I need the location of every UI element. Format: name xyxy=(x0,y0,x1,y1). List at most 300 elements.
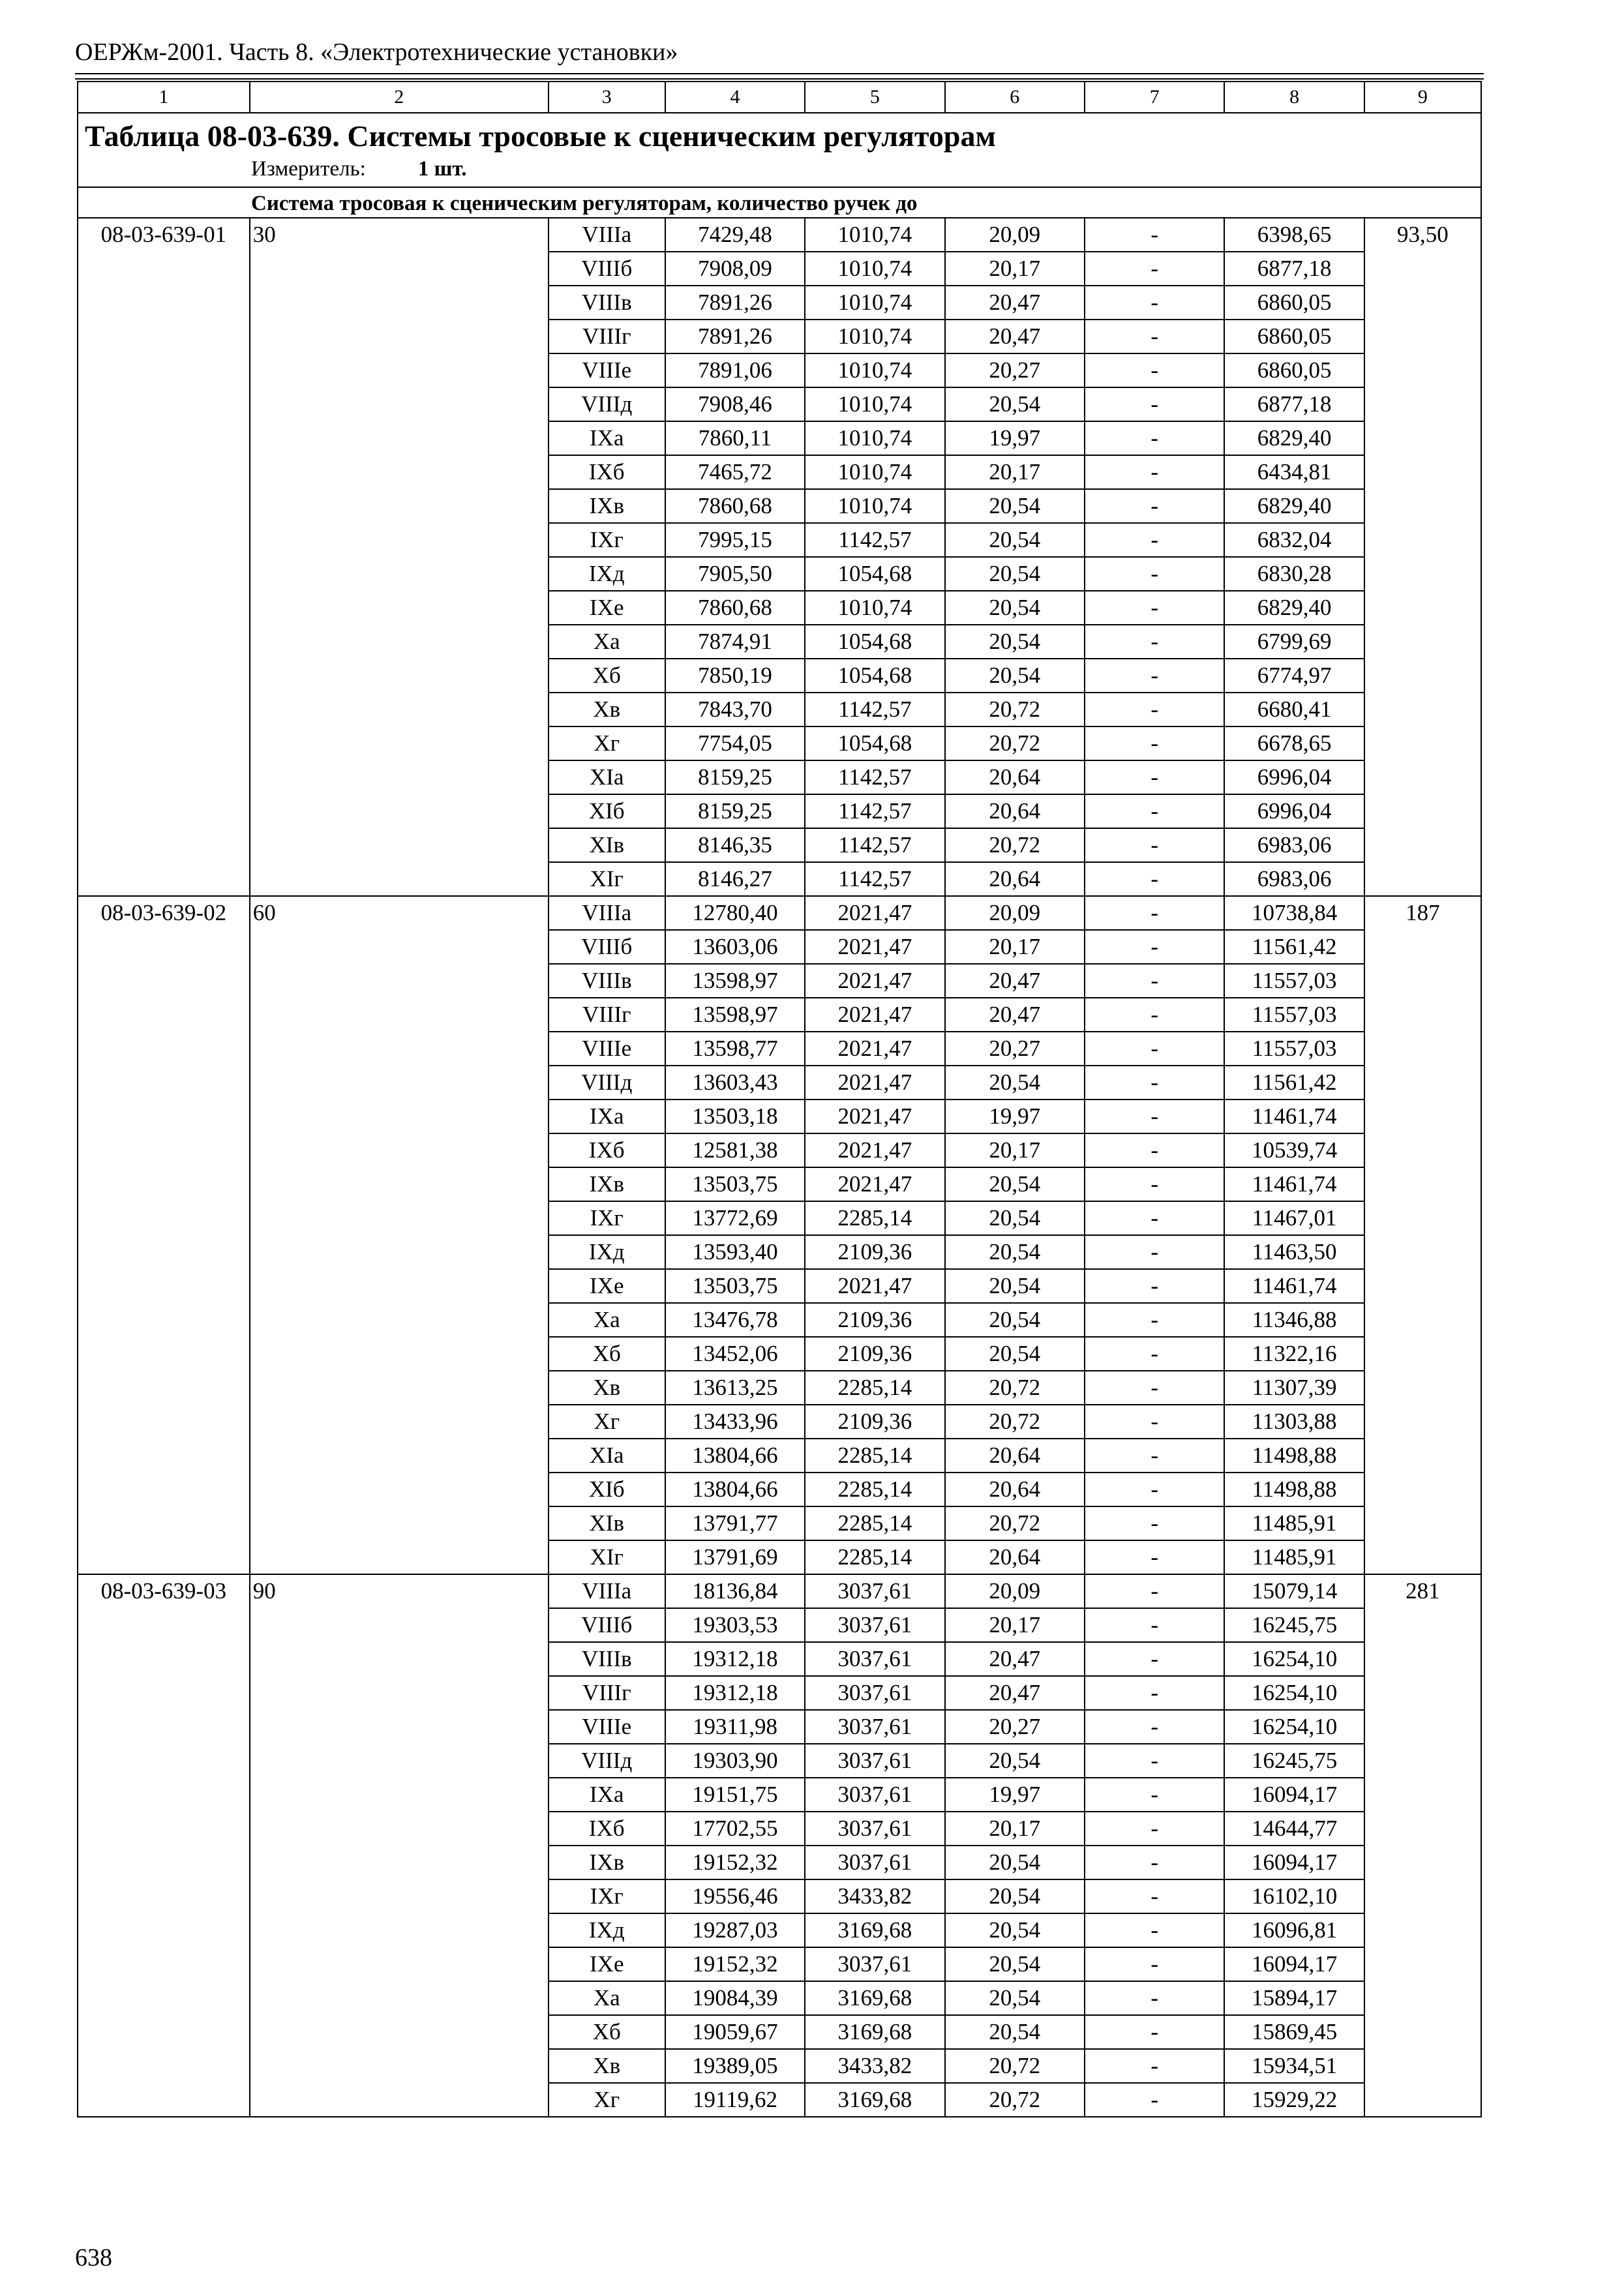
materials-cost-cell: 6829,40 xyxy=(1224,421,1364,455)
driver-cost-cell: - xyxy=(1085,2015,1224,2049)
driver-cost-cell: - xyxy=(1085,489,1224,523)
materials-cost-cell: 6877,18 xyxy=(1224,252,1364,286)
labor-cost-cell: 1142,57 xyxy=(805,760,944,794)
machine-cost-cell: 19,97 xyxy=(945,1778,1085,1812)
machine-cost-cell: 20,27 xyxy=(945,1710,1085,1744)
machine-cost-cell: 20,17 xyxy=(945,1133,1085,1167)
materials-cost-cell: 11557,03 xyxy=(1224,1032,1364,1066)
total-cost-cell: 7891,26 xyxy=(665,286,805,320)
territory-zone-cell: Xб xyxy=(549,1337,665,1371)
territory-zone-cell: IXв xyxy=(549,489,665,523)
table-row xyxy=(78,896,1481,930)
materials-cost-cell: 16254,10 xyxy=(1224,1642,1364,1676)
territory-zone-cell: IXе xyxy=(549,591,665,625)
labor-cost-cell: 3433,82 xyxy=(805,2049,944,2083)
materials-cost-cell: 10539,74 xyxy=(1224,1133,1364,1167)
total-cost-cell: 19312,18 xyxy=(665,1642,805,1676)
machine-cost-cell: 19,97 xyxy=(945,421,1085,455)
machine-cost-cell: 20,47 xyxy=(945,1676,1085,1710)
territory-zone-cell: IXг xyxy=(549,523,665,557)
total-cost-cell: 19059,67 xyxy=(665,2015,805,2049)
measure-label: Измеритель: xyxy=(251,157,366,181)
labor-hours: 187 xyxy=(1364,896,1481,1574)
materials-cost-cell: 11485,91 xyxy=(1224,1506,1364,1540)
materials-cost-cell: 6434,81 xyxy=(1224,455,1364,489)
materials-cost-cell: 14644,77 xyxy=(1224,1812,1364,1846)
territory-zone-cell: IXа xyxy=(549,1100,665,1133)
total-cost-cell: 19312,18 xyxy=(665,1676,805,1710)
territory-zone-cell: Xв xyxy=(549,2049,665,2083)
machine-cost-cell: 20,64 xyxy=(945,794,1085,828)
driver-cost-cell: - xyxy=(1085,1642,1224,1676)
total-cost-cell: 18136,84 xyxy=(665,1574,805,1608)
driver-cost-cell: - xyxy=(1085,625,1224,659)
machine-cost-cell: 20,72 xyxy=(945,1371,1085,1405)
driver-cost-cell: - xyxy=(1085,1540,1224,1574)
materials-cost-cell: 6398,65 xyxy=(1224,218,1364,252)
driver-cost-cell: - xyxy=(1085,1947,1224,1981)
labor-cost-cell: 2021,47 xyxy=(805,1100,944,1133)
total-cost-cell: 13772,69 xyxy=(665,1201,805,1235)
driver-cost-cell: - xyxy=(1085,998,1224,1032)
labor-cost-cell: 1010,74 xyxy=(805,286,944,320)
labor-cost-cell: 3037,61 xyxy=(805,1608,944,1642)
driver-cost-cell: - xyxy=(1085,693,1224,726)
header-rule xyxy=(75,73,1484,74)
labor-cost-cell: 1010,74 xyxy=(805,252,944,286)
materials-cost-cell: 11307,39 xyxy=(1224,1371,1364,1405)
machine-cost-cell: 20,54 xyxy=(945,1167,1085,1201)
machine-cost-cell: 20,54 xyxy=(945,1235,1085,1269)
labor-cost-cell: 2285,14 xyxy=(805,1371,944,1405)
territory-zone-cell: IXе xyxy=(549,1269,665,1303)
driver-cost-cell: - xyxy=(1085,1981,1224,2015)
table-row xyxy=(78,1574,1481,1608)
territory-zone-cell: Xг xyxy=(549,2083,665,2117)
total-cost-cell: 7754,05 xyxy=(665,726,805,760)
total-cost-cell: 19303,90 xyxy=(665,1744,805,1778)
territory-zone-cell: VIIIг xyxy=(549,320,665,353)
materials-cost-cell: 11322,16 xyxy=(1224,1337,1364,1371)
territory-zone-cell: XIа xyxy=(549,760,665,794)
driver-cost-cell: - xyxy=(1085,964,1224,998)
territory-zone-cell: IXд xyxy=(549,1235,665,1269)
labor-cost-cell: 2109,36 xyxy=(805,1405,944,1439)
total-cost-cell: 8159,25 xyxy=(665,794,805,828)
total-cost-cell: 7429,48 xyxy=(665,218,805,252)
materials-cost-cell: 11461,74 xyxy=(1224,1269,1364,1303)
labor-cost-cell: 3037,61 xyxy=(805,1744,944,1778)
materials-cost-cell: 11485,91 xyxy=(1224,1540,1364,1574)
labor-cost-cell: 2021,47 xyxy=(805,896,944,930)
territory-zone-cell: IXд xyxy=(549,557,665,591)
measure-row xyxy=(78,155,1481,187)
machine-cost-cell: 20,54 xyxy=(945,1879,1085,1913)
total-cost-cell: 13804,66 xyxy=(665,1439,805,1473)
territory-zone-cell: Xа xyxy=(549,625,665,659)
materials-cost-cell: 6877,18 xyxy=(1224,387,1364,421)
column-number-row xyxy=(78,82,1481,113)
total-cost-cell: 19556,46 xyxy=(665,1879,805,1913)
materials-cost-cell: 16094,17 xyxy=(1224,1778,1364,1812)
machine-cost-cell: 20,54 xyxy=(945,1846,1085,1879)
materials-cost-cell: 16102,10 xyxy=(1224,1879,1364,1913)
total-cost-cell: 7465,72 xyxy=(665,455,805,489)
labor-cost-cell: 3037,61 xyxy=(805,1778,944,1812)
driver-cost-cell: - xyxy=(1085,760,1224,794)
machine-cost-cell: 20,47 xyxy=(945,998,1085,1032)
machine-cost-cell: 20,54 xyxy=(945,1744,1085,1778)
materials-cost-cell: 6829,40 xyxy=(1224,591,1364,625)
machine-cost-cell: 20,54 xyxy=(945,1947,1085,1981)
table-subtitle: Система тросовая к сценическим регуляторам, количество ручек до xyxy=(78,187,1481,218)
materials-cost-cell: 6860,05 xyxy=(1224,353,1364,387)
territory-zone-cell: VIIIг xyxy=(549,998,665,1032)
column-number: 7 xyxy=(1085,82,1224,113)
labor-cost-cell: 1010,74 xyxy=(805,455,944,489)
machine-cost-cell: 20,54 xyxy=(945,1981,1085,2015)
labor-cost-cell: 3037,61 xyxy=(805,1947,944,1981)
rate-code: 08-03-639-02 xyxy=(78,896,250,1574)
driver-cost-cell: - xyxy=(1085,1778,1224,1812)
total-cost-cell: 13503,75 xyxy=(665,1269,805,1303)
table-title: Таблица 08-03-639. Системы тросовые к сценическим регуляторам xyxy=(78,113,1481,155)
column-number: 1 xyxy=(78,82,250,113)
labor-cost-cell: 1054,68 xyxy=(805,659,944,693)
driver-cost-cell: - xyxy=(1085,1812,1224,1846)
total-cost-cell: 13598,97 xyxy=(665,964,805,998)
labor-cost-cell: 3037,61 xyxy=(805,1710,944,1744)
materials-cost-cell: 11346,88 xyxy=(1224,1303,1364,1337)
labor-cost-cell: 1010,74 xyxy=(805,218,944,252)
driver-cost-cell: - xyxy=(1085,455,1224,489)
driver-cost-cell: - xyxy=(1085,1846,1224,1879)
labor-cost-cell: 2285,14 xyxy=(805,1439,944,1473)
driver-cost-cell: - xyxy=(1085,353,1224,387)
total-cost-cell: 7874,91 xyxy=(665,625,805,659)
machine-cost-cell: 20,09 xyxy=(945,896,1085,930)
materials-cost-cell: 11461,74 xyxy=(1224,1100,1364,1133)
labor-cost-cell: 2021,47 xyxy=(805,1032,944,1066)
labor-cost-cell: 2109,36 xyxy=(805,1235,944,1269)
machine-cost-cell: 20,64 xyxy=(945,862,1085,896)
machine-cost-cell: 20,09 xyxy=(945,1574,1085,1608)
machine-cost-cell: 20,17 xyxy=(945,455,1085,489)
materials-cost-cell: 6832,04 xyxy=(1224,523,1364,557)
driver-cost-cell: - xyxy=(1085,1506,1224,1540)
column-number: 8 xyxy=(1224,82,1364,113)
handle-count: 60 xyxy=(250,896,549,1574)
labor-cost-cell: 3169,68 xyxy=(805,1913,944,1947)
labor-cost-cell: 2021,47 xyxy=(805,964,944,998)
total-cost-cell: 13603,06 xyxy=(665,930,805,964)
total-cost-cell: 13603,43 xyxy=(665,1066,805,1100)
table-row xyxy=(78,218,1481,252)
total-cost-cell: 7891,26 xyxy=(665,320,805,353)
total-cost-cell: 13452,06 xyxy=(665,1337,805,1371)
rates-table xyxy=(77,81,1482,2117)
materials-cost-cell: 6774,97 xyxy=(1224,659,1364,693)
driver-cost-cell: - xyxy=(1085,252,1224,286)
labor-cost-cell: 3433,82 xyxy=(805,1879,944,1913)
total-cost-cell: 13503,75 xyxy=(665,1167,805,1201)
territory-zone-cell: Xв xyxy=(549,693,665,726)
machine-cost-cell: 20,17 xyxy=(945,252,1085,286)
driver-cost-cell: - xyxy=(1085,591,1224,625)
total-cost-cell: 13804,66 xyxy=(665,1473,805,1506)
page-number: 638 xyxy=(75,2244,112,2271)
machine-cost-cell: 20,64 xyxy=(945,1540,1085,1574)
labor-hours: 93,50 xyxy=(1364,218,1481,896)
labor-cost-cell: 3037,61 xyxy=(805,1574,944,1608)
territory-zone-cell: VIIIе xyxy=(549,1710,665,1744)
labor-cost-cell: 2021,47 xyxy=(805,998,944,1032)
driver-cost-cell: - xyxy=(1085,1269,1224,1303)
machine-cost-cell: 20,72 xyxy=(945,2083,1085,2117)
territory-zone-cell: XIб xyxy=(549,1473,665,1506)
materials-cost-cell: 11498,88 xyxy=(1224,1439,1364,1473)
machine-cost-cell: 20,27 xyxy=(945,353,1085,387)
total-cost-cell: 7995,15 xyxy=(665,523,805,557)
materials-cost-cell: 16245,75 xyxy=(1224,1744,1364,1778)
total-cost-cell: 19119,62 xyxy=(665,2083,805,2117)
driver-cost-cell: - xyxy=(1085,2083,1224,2117)
materials-cost-cell: 11561,42 xyxy=(1224,930,1364,964)
total-cost-cell: 19152,32 xyxy=(665,1947,805,1981)
driver-cost-cell: - xyxy=(1085,387,1224,421)
total-cost-cell: 13598,97 xyxy=(665,998,805,1032)
total-cost-cell: 8146,35 xyxy=(665,828,805,862)
territory-zone-cell: IXб xyxy=(549,1133,665,1167)
territory-zone-cell: VIIIб xyxy=(549,252,665,286)
total-cost-cell: 7905,50 xyxy=(665,557,805,591)
machine-cost-cell: 20,47 xyxy=(945,1642,1085,1676)
driver-cost-cell: - xyxy=(1085,1574,1224,1608)
materials-cost-cell: 15894,17 xyxy=(1224,1981,1364,2015)
total-cost-cell: 13791,77 xyxy=(665,1506,805,1540)
territory-zone-cell: VIIIа xyxy=(549,218,665,252)
machine-cost-cell: 20,64 xyxy=(945,760,1085,794)
total-cost-cell: 13613,25 xyxy=(665,1371,805,1405)
machine-cost-cell: 20,54 xyxy=(945,1913,1085,1947)
machine-cost-cell: 20,64 xyxy=(945,1473,1085,1506)
machine-cost-cell: 20,54 xyxy=(945,1269,1085,1303)
driver-cost-cell: - xyxy=(1085,1235,1224,1269)
labor-cost-cell: 2021,47 xyxy=(805,930,944,964)
column-number: 3 xyxy=(549,82,665,113)
materials-cost-cell: 15934,51 xyxy=(1224,2049,1364,2083)
machine-cost-cell: 20,54 xyxy=(945,387,1085,421)
labor-cost-cell: 1142,57 xyxy=(805,862,944,896)
territory-zone-cell: IXв xyxy=(549,1167,665,1201)
measure-cell xyxy=(78,155,1481,187)
labor-cost-cell: 3169,68 xyxy=(805,2015,944,2049)
materials-cost-cell: 16254,10 xyxy=(1224,1676,1364,1710)
total-cost-cell: 7908,09 xyxy=(665,252,805,286)
subtitle-row xyxy=(78,187,1481,218)
driver-cost-cell: - xyxy=(1085,1133,1224,1167)
materials-cost-cell: 11561,42 xyxy=(1224,1066,1364,1100)
materials-cost-cell: 16254,10 xyxy=(1224,1710,1364,1744)
driver-cost-cell: - xyxy=(1085,1473,1224,1506)
labor-cost-cell: 1054,68 xyxy=(805,625,944,659)
total-cost-cell: 12581,38 xyxy=(665,1133,805,1167)
labor-cost-cell: 3037,61 xyxy=(805,1676,944,1710)
total-cost-cell: 12780,40 xyxy=(665,896,805,930)
total-cost-cell: 19152,32 xyxy=(665,1846,805,1879)
column-number: 4 xyxy=(665,82,805,113)
total-cost-cell: 7843,70 xyxy=(665,693,805,726)
machine-cost-cell: 20,54 xyxy=(945,2015,1085,2049)
machine-cost-cell: 20,54 xyxy=(945,1337,1085,1371)
labor-cost-cell: 2285,14 xyxy=(805,1473,944,1506)
territory-zone-cell: XIг xyxy=(549,1540,665,1574)
column-number: 5 xyxy=(805,82,944,113)
materials-cost-cell: 11498,88 xyxy=(1224,1473,1364,1506)
driver-cost-cell: - xyxy=(1085,862,1224,896)
territory-zone-cell: IXа xyxy=(549,421,665,455)
machine-cost-cell: 20,47 xyxy=(945,286,1085,320)
total-cost-cell: 19151,75 xyxy=(665,1778,805,1812)
total-cost-cell: 19084,39 xyxy=(665,1981,805,2015)
driver-cost-cell: - xyxy=(1085,1201,1224,1235)
machine-cost-cell: 20,54 xyxy=(945,591,1085,625)
territory-zone-cell: XIв xyxy=(549,828,665,862)
labor-cost-cell: 1010,74 xyxy=(805,421,944,455)
total-cost-cell: 13598,77 xyxy=(665,1032,805,1066)
labor-cost-cell: 1010,74 xyxy=(805,387,944,421)
machine-cost-cell: 20,17 xyxy=(945,1812,1085,1846)
table-title-row xyxy=(78,113,1481,155)
territory-zone-cell: IXг xyxy=(549,1879,665,1913)
machine-cost-cell: 20,54 xyxy=(945,489,1085,523)
machine-cost-cell: 20,54 xyxy=(945,1066,1085,1100)
territory-zone-cell: VIIIв xyxy=(549,1642,665,1676)
territory-zone-cell: IXг xyxy=(549,1201,665,1235)
machine-cost-cell: 20,54 xyxy=(945,1201,1085,1235)
driver-cost-cell: - xyxy=(1085,1032,1224,1066)
machine-cost-cell: 20,17 xyxy=(945,1608,1085,1642)
labor-cost-cell: 1054,68 xyxy=(805,726,944,760)
driver-cost-cell: - xyxy=(1085,930,1224,964)
labor-cost-cell: 2285,14 xyxy=(805,1201,944,1235)
total-cost-cell: 7860,11 xyxy=(665,421,805,455)
territory-zone-cell: Xг xyxy=(549,1405,665,1439)
territory-zone-cell: VIIIв xyxy=(549,964,665,998)
machine-cost-cell: 20,17 xyxy=(945,930,1085,964)
materials-cost-cell: 15079,14 xyxy=(1224,1574,1364,1608)
driver-cost-cell: - xyxy=(1085,896,1224,930)
driver-cost-cell: - xyxy=(1085,1608,1224,1642)
territory-zone-cell: VIIIб xyxy=(549,1608,665,1642)
labor-cost-cell: 3037,61 xyxy=(805,1846,944,1879)
materials-cost-cell: 11557,03 xyxy=(1224,998,1364,1032)
machine-cost-cell: 20,54 xyxy=(945,625,1085,659)
driver-cost-cell: - xyxy=(1085,286,1224,320)
driver-cost-cell: - xyxy=(1085,828,1224,862)
materials-cost-cell: 6680,41 xyxy=(1224,693,1364,726)
materials-cost-cell: 15929,22 xyxy=(1224,2083,1364,2117)
territory-zone-cell: VIIIе xyxy=(549,353,665,387)
materials-cost-cell: 6860,05 xyxy=(1224,320,1364,353)
materials-cost-cell: 6860,05 xyxy=(1224,286,1364,320)
labor-cost-cell: 1010,74 xyxy=(805,591,944,625)
driver-cost-cell: - xyxy=(1085,1913,1224,1947)
territory-zone-cell: VIIIд xyxy=(549,1066,665,1100)
driver-cost-cell: - xyxy=(1085,1676,1224,1710)
materials-cost-cell: 6996,04 xyxy=(1224,794,1364,828)
labor-cost-cell: 2021,47 xyxy=(805,1167,944,1201)
machine-cost-cell: 20,27 xyxy=(945,1032,1085,1066)
driver-cost-cell: - xyxy=(1085,1744,1224,1778)
driver-cost-cell: - xyxy=(1085,421,1224,455)
driver-cost-cell: - xyxy=(1085,1337,1224,1371)
driver-cost-cell: - xyxy=(1085,1405,1224,1439)
territory-zone-cell: IXб xyxy=(549,455,665,489)
labor-cost-cell: 1054,68 xyxy=(805,557,944,591)
labor-cost-cell: 2285,14 xyxy=(805,1506,944,1540)
total-cost-cell: 13593,40 xyxy=(665,1235,805,1269)
machine-cost-cell: 20,09 xyxy=(945,218,1085,252)
territory-zone-cell: VIIIб xyxy=(549,930,665,964)
machine-cost-cell: 20,47 xyxy=(945,964,1085,998)
territory-zone-cell: VIIIд xyxy=(549,387,665,421)
materials-cost-cell: 16096,81 xyxy=(1224,1913,1364,1947)
territory-zone-cell: IXд xyxy=(549,1913,665,1947)
labor-cost-cell: 2109,36 xyxy=(805,1303,944,1337)
territory-zone-cell: IXе xyxy=(549,1947,665,1981)
driver-cost-cell: - xyxy=(1085,320,1224,353)
territory-zone-cell: IXа xyxy=(549,1778,665,1812)
header-rule-double xyxy=(75,78,1484,80)
labor-cost-cell: 2285,14 xyxy=(805,1540,944,1574)
machine-cost-cell: 20,64 xyxy=(945,1439,1085,1473)
territory-zone-cell: XIа xyxy=(549,1439,665,1473)
column-number: 2 xyxy=(250,82,549,113)
machine-cost-cell: 20,72 xyxy=(945,1405,1085,1439)
materials-cost-cell: 11463,50 xyxy=(1224,1235,1364,1269)
handle-count: 30 xyxy=(250,218,549,896)
materials-cost-cell: 16094,17 xyxy=(1224,1947,1364,1981)
materials-cost-cell: 6678,65 xyxy=(1224,726,1364,760)
territory-zone-cell: VIIIг xyxy=(549,1676,665,1710)
total-cost-cell: 7891,06 xyxy=(665,353,805,387)
materials-cost-cell: 16245,75 xyxy=(1224,1608,1364,1642)
labor-cost-cell: 1010,74 xyxy=(805,353,944,387)
driver-cost-cell: - xyxy=(1085,1879,1224,1913)
territory-zone-cell: Xв xyxy=(549,1371,665,1405)
territory-zone-cell: XIб xyxy=(549,794,665,828)
territory-zone-cell: Xг xyxy=(549,726,665,760)
rate-code: 08-03-639-01 xyxy=(78,218,250,896)
total-cost-cell: 7860,68 xyxy=(665,591,805,625)
machine-cost-cell: 20,54 xyxy=(945,1303,1085,1337)
labor-cost-cell: 1010,74 xyxy=(805,320,944,353)
machine-cost-cell: 20,72 xyxy=(945,693,1085,726)
driver-cost-cell: - xyxy=(1085,1371,1224,1405)
total-cost-cell: 13503,18 xyxy=(665,1100,805,1133)
materials-cost-cell: 6983,06 xyxy=(1224,862,1364,896)
total-cost-cell: 17702,55 xyxy=(665,1812,805,1846)
materials-cost-cell: 6983,06 xyxy=(1224,828,1364,862)
labor-hours: 281 xyxy=(1364,1574,1481,2117)
labor-cost-cell: 1142,57 xyxy=(805,794,944,828)
materials-cost-cell: 11557,03 xyxy=(1224,964,1364,998)
labor-cost-cell: 3169,68 xyxy=(805,1981,944,2015)
machine-cost-cell: 19,97 xyxy=(945,1100,1085,1133)
total-cost-cell: 13433,96 xyxy=(665,1405,805,1439)
column-number: 6 xyxy=(945,82,1085,113)
